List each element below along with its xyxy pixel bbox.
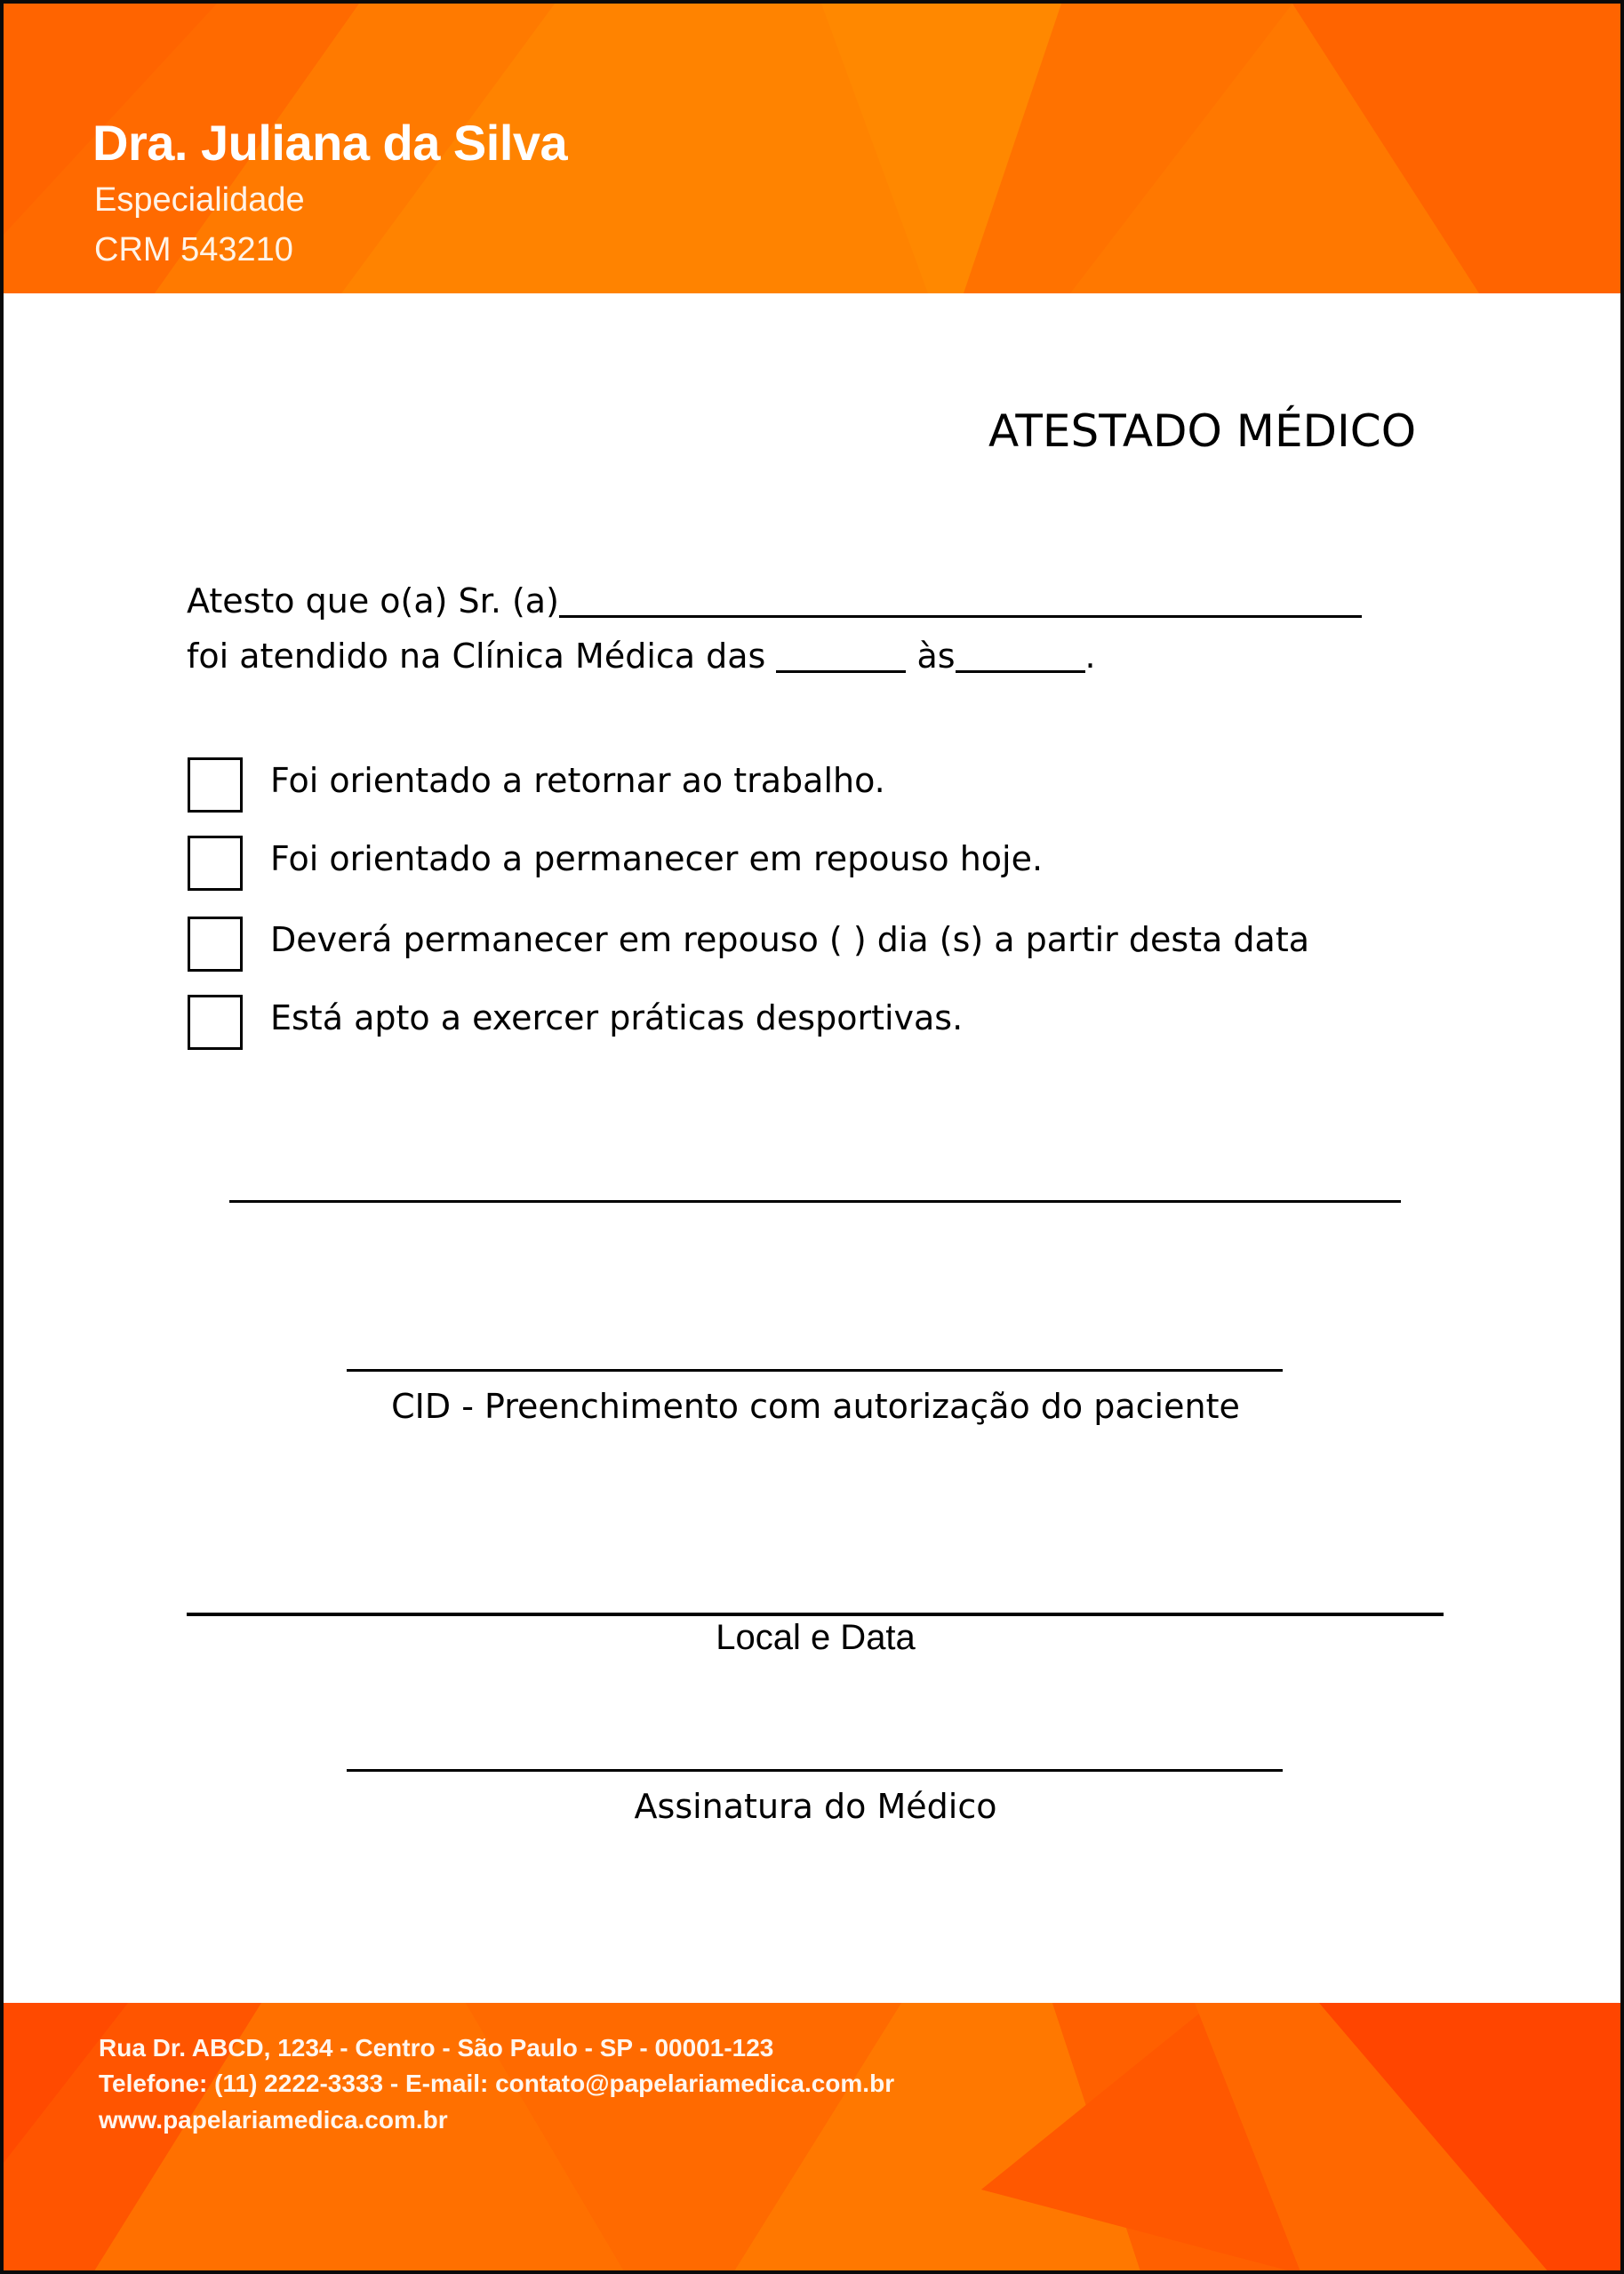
attendance-line-prefix: foi atendido na Clínica Médica das: [187, 637, 766, 676]
start-time-blank[interactable]: [776, 635, 906, 673]
cid-caption: CID - Preenchimento com autorização do paciente: [391, 1387, 1240, 1426]
doctor-crm: CRM 543210: [94, 231, 293, 268]
option-label: Foi orientado a permanecer em repouso hoje.: [270, 839, 1044, 878]
signature-caption: Assinatura do Médico: [634, 1787, 997, 1826]
checkbox[interactable]: [188, 757, 243, 813]
checkbox[interactable]: [188, 995, 243, 1050]
footer-contact: Telefone: (11) 2222-3333 - E-mail: contato@papelariamedica.com.br: [99, 2070, 895, 2097]
doctor-name: Dra. Juliana da Silva: [92, 115, 568, 171]
patient-line: [187, 580, 1362, 621]
signature-blank-line[interactable]: [347, 1769, 1283, 1772]
option-label: Foi orientado a retornar ao trabalho.: [270, 761, 885, 800]
attendance-line-suffix: .: [1084, 637, 1096, 676]
attendance-line-middle: às: [916, 637, 956, 676]
checkbox[interactable]: [188, 917, 243, 972]
doctor-specialty: Especialidade: [94, 181, 305, 219]
footer-band: [4, 2003, 1620, 2274]
patient-name-blank[interactable]: [559, 580, 1362, 618]
option-label: Está apto a exercer práticas desportivas.: [270, 998, 964, 1037]
patient-line-prefix: Atesto que o(a) Sr. (a): [187, 581, 559, 621]
footer-website[interactable]: www.papelariamedica.com.br: [99, 2106, 448, 2134]
local-date-caption: Local e Data: [716, 1618, 916, 1657]
cid-blank-line[interactable]: [347, 1369, 1283, 1372]
end-time-blank[interactable]: [956, 635, 1085, 673]
notes-blank-line[interactable]: [229, 1200, 1401, 1203]
footer-address: Rua Dr. ABCD, 1234 - Centro - São Paulo - SP - 00001-123: [99, 2034, 774, 2062]
local-date-blank-line[interactable]: [187, 1613, 1444, 1616]
header-band: [4, 4, 1620, 293]
checkbox[interactable]: [188, 836, 243, 891]
attendance-time-line: [187, 635, 1096, 676]
option-label: Deverá permanecer em repouso ( ) dia (s) a partir desta data: [270, 920, 1310, 959]
document-title: ATESTADO MÉDICO: [988, 405, 1417, 457]
